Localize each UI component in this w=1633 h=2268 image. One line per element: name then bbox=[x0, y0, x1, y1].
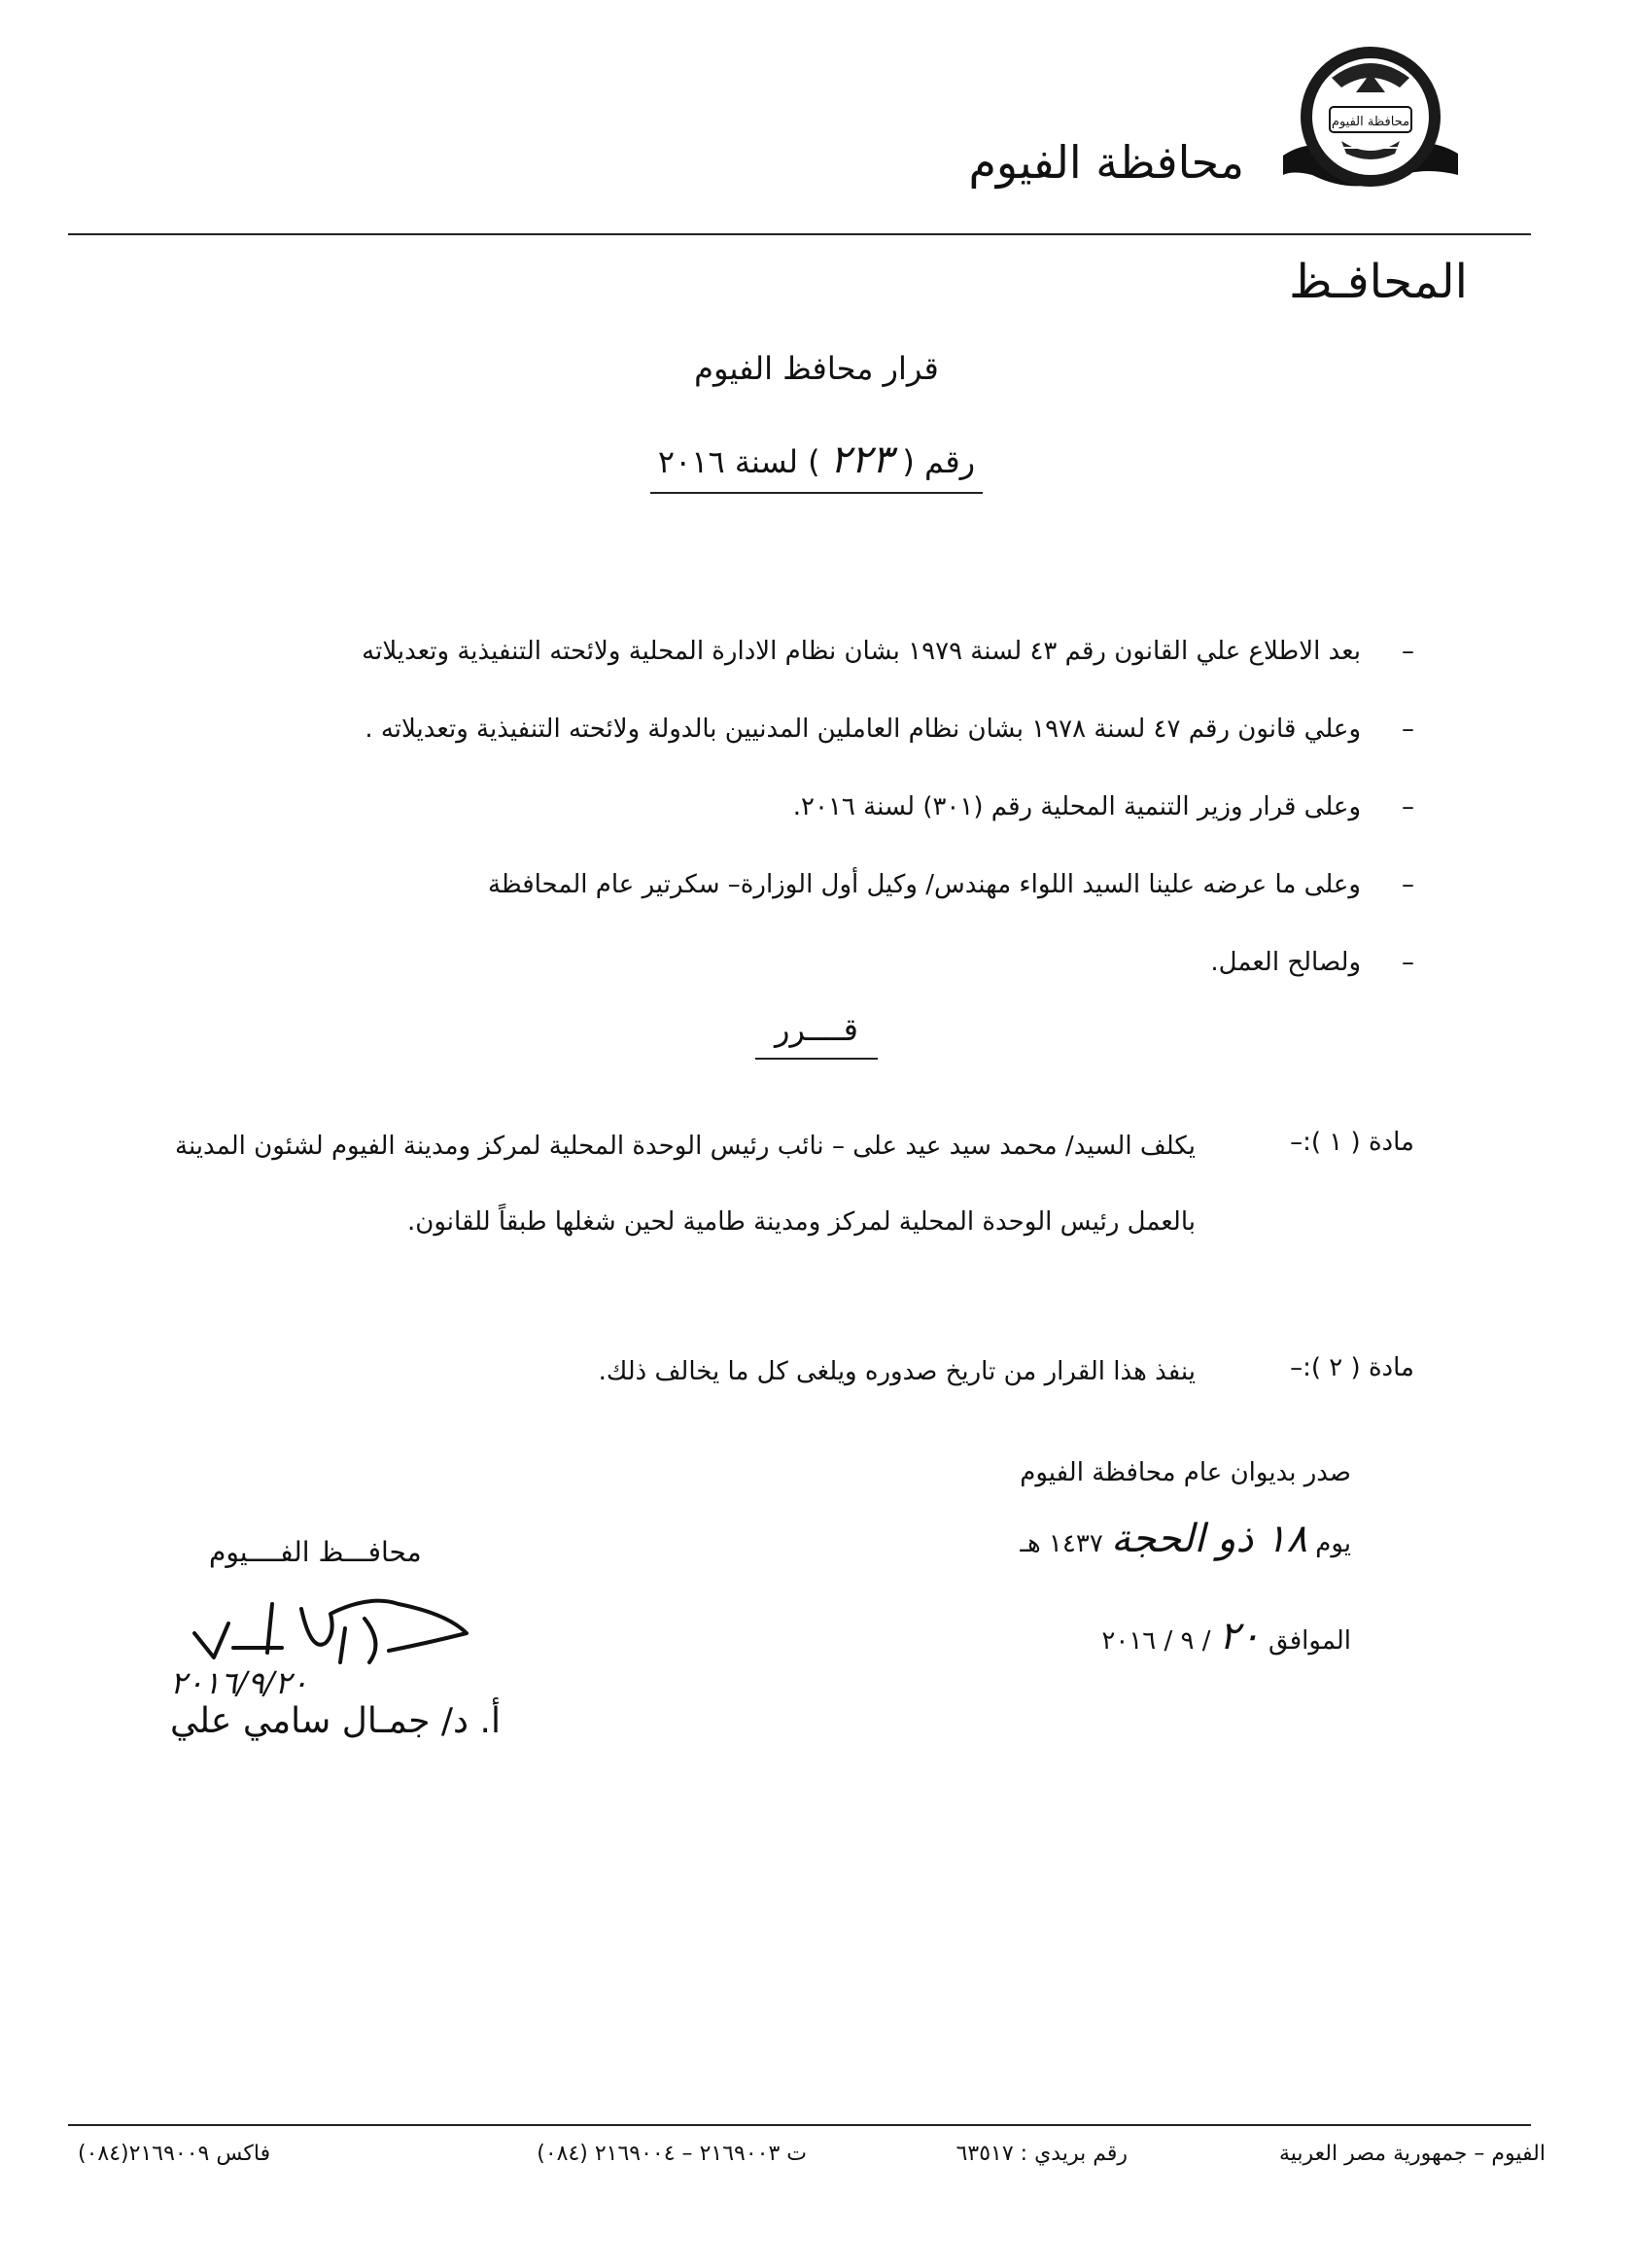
footer-fax: فاكس ٢١٦٩٠٠٩(٠٨٤) bbox=[78, 2142, 271, 2166]
decision-number-prefix: رقم ( bbox=[902, 443, 976, 480]
preamble-item bbox=[151, 855, 1414, 933]
decision-number-suffix: ) لسنة ٢٠١٦ bbox=[657, 443, 820, 480]
bullet-dash: – bbox=[1402, 870, 1414, 899]
decision-title: قرار محافظ الفيوم bbox=[694, 350, 939, 387]
footer-address: الفيوم – جمهورية مصر العربية bbox=[1278, 2142, 1546, 2166]
hijri-date bbox=[1020, 1517, 1351, 1561]
preamble-item bbox=[151, 622, 1414, 700]
governor-title: محافـــظ الفــــيوم bbox=[209, 1536, 422, 1568]
footer-divider bbox=[68, 2124, 1531, 2126]
bullet-dash: – bbox=[1402, 948, 1414, 977]
article-1-label: مادة ( ١ ):– bbox=[1290, 1128, 1414, 1157]
preamble-text: وعلي قانون رقم ٤٧ لسنة ١٩٧٨ بشان نظام العاملين المدنيين بالدولة ولائحته التنفيذية وتعديلاته . bbox=[365, 715, 1361, 744]
preamble-item bbox=[151, 778, 1414, 855]
bullet-dash: – bbox=[1402, 715, 1414, 744]
gregorian-prefix: الموافق bbox=[1268, 1626, 1351, 1656]
issued-at: صدر بديوان عام محافظة الفيوم bbox=[1020, 1458, 1351, 1487]
footer-phone: ت ٢١٦٩٠٠٣ – ٢١٦٩٠٠٤ (٠٨٤) bbox=[537, 2142, 807, 2166]
governorate-name: محافظة الفيوم bbox=[968, 136, 1244, 189]
header-divider bbox=[68, 233, 1531, 235]
hijri-prefix: يوم bbox=[1315, 1529, 1351, 1558]
governorate-emblem bbox=[1273, 39, 1468, 204]
footer-postal-code: رقم بريدي : ٦٣٥١٧ bbox=[955, 2142, 1128, 2166]
gregorian-handwritten: ٢٠ bbox=[1218, 1614, 1261, 1658]
bullet-dash: – bbox=[1402, 637, 1414, 666]
article-2-label: مادة ( ٢ ):– bbox=[1290, 1353, 1414, 1382]
office-title: المحافـظ bbox=[1289, 255, 1468, 309]
preamble-text: وعلى ما عرضه علينا السيد اللواء مهندس/ وكيل أول الوزارة– سكرتير عام المحافظة bbox=[487, 870, 1361, 899]
preamble-text: ولصالح العمل. bbox=[1210, 948, 1361, 977]
hijri-suffix: ١٤٣٧ هـ bbox=[1020, 1529, 1103, 1558]
hijri-handwritten: ١٨ ذو الحجة bbox=[1111, 1517, 1307, 1561]
decision-number-handwritten: ٢٢٣ bbox=[829, 437, 893, 482]
preamble-item bbox=[151, 700, 1414, 778]
article-1-text: يكلف السيد/ محمد سيد عيد على – نائب رئيس الوحدة المحلية لمركز ومدينة الفيوم لشئون المدينة بالعمل رئيس الوحدة المحلية لمركز ومدينة طامية لحين شغلها طبقاً للقانون. bbox=[175, 1132, 1196, 1237]
emblem-text: محافظة الفيوم bbox=[1331, 115, 1410, 129]
preamble-list bbox=[151, 622, 1414, 1011]
article-2-text: ينفذ هذا القرار من تاريخ صدوره ويلغى كل ما يخالف ذلك. bbox=[598, 1357, 1196, 1386]
decided-heading: قــــرر bbox=[0, 1011, 1633, 1060]
decision-number bbox=[0, 437, 1633, 494]
bullet-dash: – bbox=[1402, 792, 1414, 821]
preamble-text: بعد الاطلاع علي القانون رقم ٤٣ لسنة ١٩٧٩ بشان نظام الادارة المحلية ولائحته التنفيذية وتعديلاته bbox=[362, 637, 1361, 666]
handwritten-sign-date: ٢٠١٦/٩/٢٠ bbox=[170, 1664, 308, 1701]
preamble-item bbox=[151, 933, 1414, 1011]
governor-name: أ. د/ جمـال سامي علي bbox=[170, 1701, 501, 1741]
gregorian-date bbox=[1101, 1614, 1351, 1658]
preamble-text: وعلى قرار وزير التنمية المحلية رقم (٣٠١) لسنة ٢٠١٦. bbox=[792, 792, 1361, 821]
gregorian-suffix: / ٩ / ٢٠١٦ bbox=[1101, 1626, 1211, 1656]
